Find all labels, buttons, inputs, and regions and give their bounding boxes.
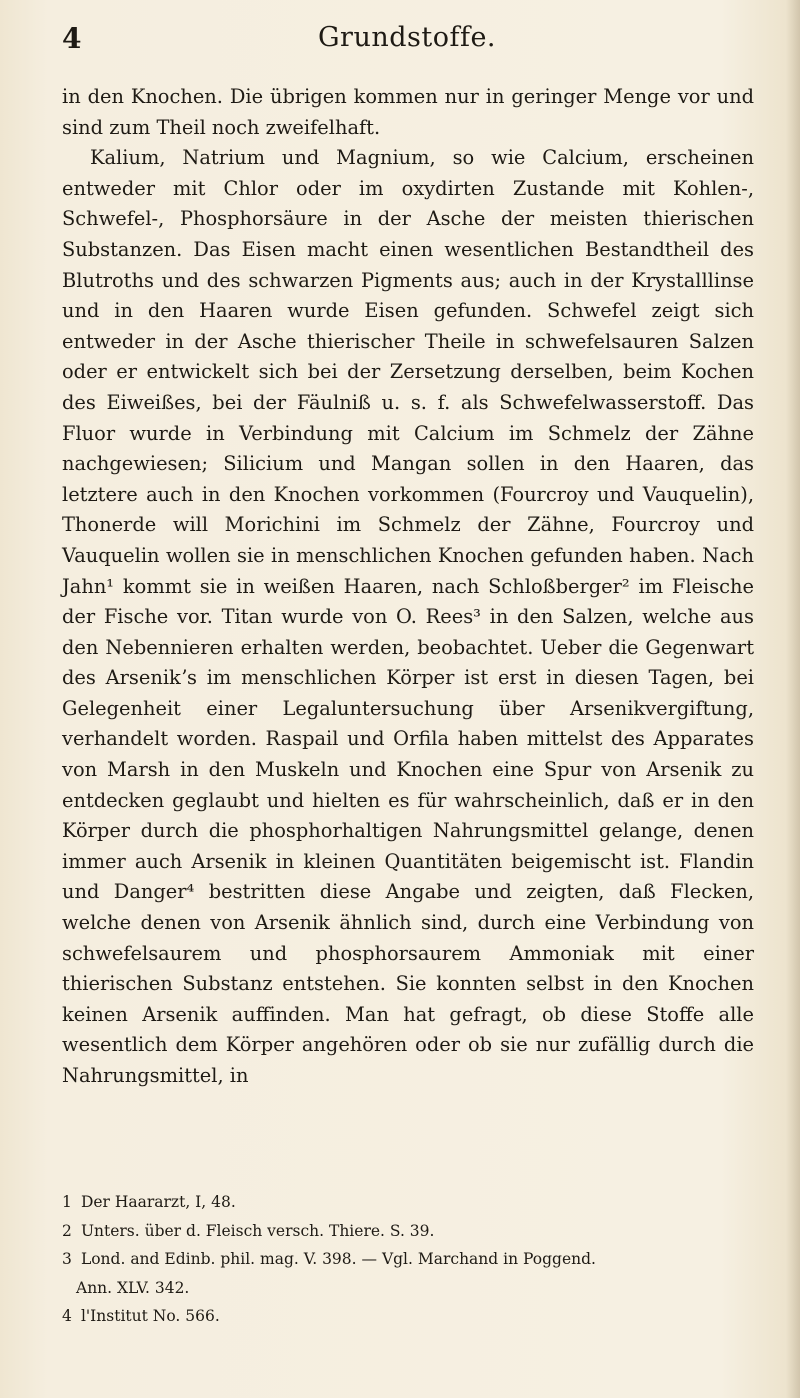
footnote-text: l'Institut No. 566.	[80, 1307, 220, 1325]
footnote-number: 1	[62, 1193, 72, 1211]
footnote-text: Unters. über d. Fleisch versch. Thiere. S. 39.	[80, 1221, 435, 1240]
running-head: Grundstoffe.	[317, 22, 497, 53]
footnote	[62, 1217, 754, 1246]
footnote-text: Lond. and Edinb. phil. mag. V. 398. — Vgl. Marchand in Poggend.	[80, 1250, 596, 1268]
footnotes	[62, 1188, 754, 1331]
footnote-number: 4	[62, 1307, 72, 1325]
footnote-text: Der Haararzt, I, 48.	[80, 1193, 236, 1211]
page-header	[62, 22, 752, 62]
footnote	[62, 1245, 754, 1274]
footnote	[62, 1302, 754, 1331]
page-edge-shadow	[786, 0, 800, 1398]
page-number: 4	[62, 22, 82, 55]
footnote	[62, 1188, 754, 1217]
paragraph: Kalium, Natrium und Magnium, so wie Calcium, erscheinen entweder mit Chlor oder im oxydirten Zustande mit Kohlen-, Schwefel-, Phosphorsäure in der Asche der meisten thierischen Substanzen. Das Eisen macht einen wesentlichen Bestandtheil des Blutroths und des schwarzen Pigments aus; auch in der Krystalllinse und in den Haaren wurde Eisen gefunden. Schwefel zeigt sich entweder in der Asche thierischer Theile in schwefelsauren Salzen oder er entwickelt sich bei der Zersetzung derselben, beim Kochen des Eiweißes, bei der Fäulniß u. s. f. als Schwefelwasserstoff. Das Fluor wurde in Verbindung mit Calcium im Schmelz der Zähne nachgewiesen; Silicium und Mangan sollen in den Haaren, das letztere auch in den Knochen vorkommen (Fourcroy und Vauquelin), Thonerde will Morichini im Schmelz der Zähne, Fourcroy und Vauquelin wollen sie in menschlichen Knochen gefunden haben. Nach Jahn¹ kommt sie in weißen Haaren, nach Schloßberger² im Fleische der Fische vor. Titan wurde von O. Rees³ in den Salzen, welche aus den Nebennieren erhalten werden, beobachtet. Ueber die Gegenwart des Arsenikʼs im menschlichen Körper ist erst in diesen Tagen, bei Gelegenheit einer Legaluntersuchung über Arsenikvergiftung, verhandelt worden. Raspail und Orfila haben mittelst des Apparates von Marsh in den Muskeln und Knochen eine Spur von Arsenik zu entdecken geglaubt und hielten es für wahrscheinlich, daß er in den Körper durch die phosphorhaltigen Nahrungsmittel gelange, denen immer auch Arsenik in kleinen Quantitäten beigemischt ist. Flandin und Danger⁴ bestritten diese Angabe und zeigten, daß Flecken, welche denen von Arsenik ähnlich sind, durch eine Verbindung von schwefelsaurem und phosphorsaurem Ammoniak mit einer thierischen Substanz entstehen. Sie konnten selbst in den Knochen keinen Arsenik auffinden. Man hat gefragt, ob diese Stoffe alle wesentlich dem Körper angehören oder ob sie nur zufällig durch die Nahrungsmittel, in	[62, 146, 754, 1087]
footnote-continuation: Ann. XLV. 342.	[76, 1278, 190, 1297]
body-text	[62, 82, 754, 1092]
footnote-number: 2	[62, 1221, 72, 1240]
paragraph: in den Knochen. Die übrigen kommen nur in geringer Menge vor und sind zum Theil noch zweifelhaft.	[62, 85, 754, 139]
footnote-number: 3	[62, 1250, 72, 1268]
